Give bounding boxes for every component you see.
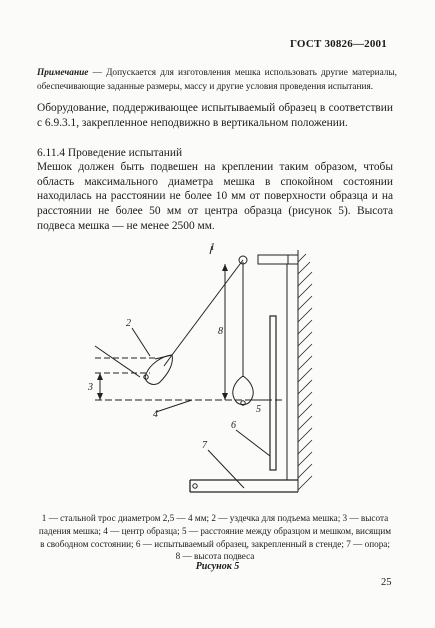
- caption-text: 1 — стальной трос диаметром 2,5 — 4 мм; 2 — уздечка для подъема мешка; 3 — высота падения мешка; 4 — центр образца; 5 — расстояние между образцом и мешком, висящим в свободном состоянии; 6 — испытываемый образец, закрепленный в стенде; 7 — опора; 8 — высота подвеса: [38, 513, 392, 562]
- label-2: 2: [126, 318, 131, 329]
- label-5: 5: [256, 404, 261, 415]
- page-number: 25: [381, 577, 392, 588]
- label-7: 7: [202, 440, 207, 451]
- figure-diagram: [80, 242, 320, 500]
- note-label: Примечание: [37, 68, 89, 78]
- label-1: 1: [210, 242, 215, 253]
- figure-title: Рисунок 5: [195, 561, 240, 572]
- section-text: Мешок должен быть подвешен на креплении таким образом, чтобы область максимального диаметра мешка в спокойном состоянии находилась на расстоянии не более 10 мм от поверхности образца и на расстоянии не более 50 мм от центра образца (рисунок 5). Высота подвеса мешка — не менее 2500 мм.: [37, 161, 393, 232]
- label-6: 6: [231, 420, 236, 431]
- label-8: 8: [218, 326, 223, 337]
- label-3: 3: [88, 382, 93, 393]
- label-4: 4: [153, 409, 158, 420]
- paragraph-equipment: Оборудование, поддерживающее испытываемый образец в соответствии с 6.9.3.1, закрепленное неподвижно в вертикальном положении.: [37, 102, 393, 129]
- standard-code: ГОСТ 30826—2001: [290, 38, 387, 50]
- note-text: — Допускается для изготовления мешка использовать другие материалы, обеспечивающие заданные размеры, массу и другие условия проведения испытания.: [37, 68, 397, 93]
- section-heading: 6.11.4 Проведение испытаний: [37, 147, 183, 159]
- note: [37, 66, 397, 95]
- figure-caption: [37, 512, 393, 563]
